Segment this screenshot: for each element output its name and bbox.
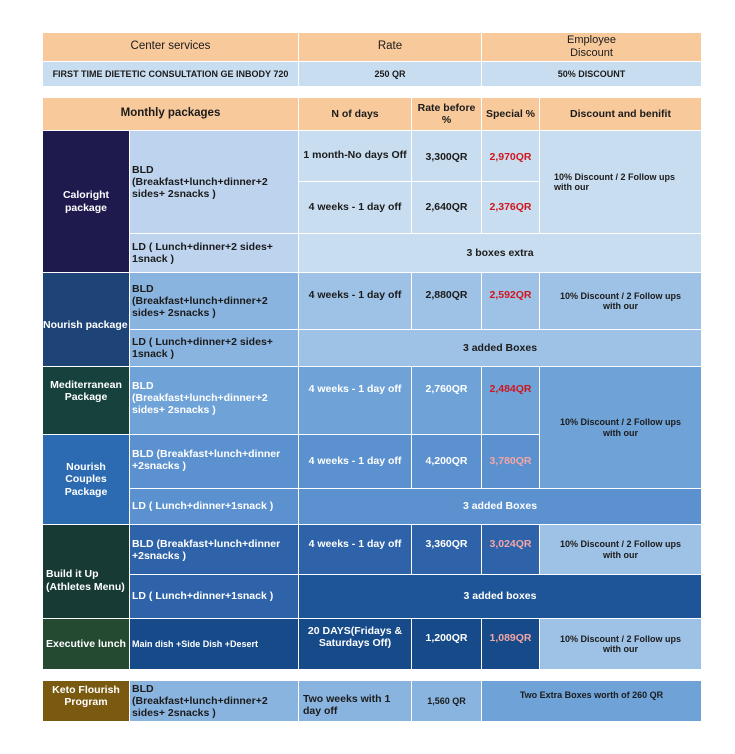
caloright-special-2: 2,376QR [482,182,540,234]
caloright-bld: BLD (Breakfast+lunch+dinner+2 sides+ 2snacks ) [130,131,299,234]
build-it-up-benefit: 10% Discount / 2 Follow ups with our [540,525,702,575]
executive-rate: 1,200QR [412,619,482,670]
nourish-bld: BLD (Breakfast+lunch+dinner+2 sides+ 2snacks ) [130,273,299,330]
keto-bld: BLD (Breakfast+lunch+dinner+2 sides+ 2snacks ) [130,681,299,722]
service-discount: 50% DISCOUNT [482,62,702,87]
build-it-up-bld: BLD (Breakfast+lunch+dinner +2snacks ) [130,525,299,575]
package-name-caloright: Caloright package [43,131,130,273]
header-employee-discount: Employee Discount [482,33,702,62]
executive-benefit: 10% Discount / 2 Follow ups with our [540,619,702,670]
nourish-benefit: 10% Discount / 2 Follow ups with our [540,273,702,330]
executive-meal: Main dish +Side Dish +Desert [130,619,299,670]
package-name-nourish: Nourish package [43,273,130,367]
header-n-of-days: N of days [299,98,412,131]
caloright-ld: LD ( Lunch+dinner+2 sides+ 1snack ) [130,234,299,273]
caloright-rate-2: 2,640QR [412,182,482,234]
build-it-up-days: 4 weeks - 1 day off [299,525,412,575]
couples-special: 3,780QR [482,435,540,489]
nourish-days: 4 weeks - 1 day off [299,273,412,330]
couples-ld: LD ( Lunch+dinner+1snack ) [130,489,299,525]
package-name-mediterranean: Mediterranean Package [43,367,130,435]
caloright-benefit: 10% Discount / 2 Follow ups with our [540,131,702,234]
package-name-executive: Executive lunch [43,619,130,670]
mediterranean-days: 4 weeks - 1 day off [299,367,412,435]
couples-days: 4 weeks - 1 day off [299,435,412,489]
build-it-up-special: 3,024QR [482,525,540,575]
caloright-special-1: 2,970QR [482,131,540,182]
couples-bld: BLD (Breakfast+lunch+dinner +2snacks ) [130,435,299,489]
keto-days: Two weeks with 1 day off [299,681,412,722]
mediterranean-special: 2,484QR [482,367,540,435]
nourish-rate: 2,880QR [412,273,482,330]
keto-name: Keto Flourish Program [43,681,130,722]
service-rate: 250 QR [299,62,482,87]
caloright-days-1: 1 month-No days Off [299,131,412,182]
header-special: Special % [482,98,540,131]
header-rate: Rate [299,33,482,62]
keto-rate: 1,560 QR [412,681,482,722]
mediterranean-benefit: 10% Discount / 2 Follow ups with our [540,367,702,489]
header-rate-before: Rate before % [412,98,482,131]
caloright-ld-extra: 3 boxes extra [299,234,702,273]
header-discount-benefit: Discount and benifit [540,98,702,131]
keto-benefit: Two Extra Boxes worth of 260 QR [482,681,702,722]
caloright-days-2: 4 weeks - 1 day off [299,182,412,234]
package-name-couples: Nourish Couples Package [43,435,130,525]
header-center-services: Center services [43,33,299,62]
service-name: FIRST TIME DIETETIC CONSULTATION GE INBODY 720 [43,62,299,87]
package-name-build-it-up: Build it Up (Athletes Menu) [43,525,130,619]
build-it-up-rate: 3,360QR [412,525,482,575]
executive-days: 20 DAYS(Fridays & Saturdays Off) [299,619,412,670]
build-it-up-ld: LD ( Lunch+dinner+1snack ) [130,575,299,619]
nourish-ld: LD ( Lunch+dinner+2 sides+ 1snack ) [130,330,299,367]
mediterranean-rate: 2,760QR [412,367,482,435]
mediterranean-bld: BLD (Breakfast+lunch+dinner+2 sides+ 2snacks ) [130,367,299,435]
executive-special: 1,089QR [482,619,540,670]
nourish-ld-extra: 3 added Boxes [299,330,702,367]
build-it-up-ld-extra: 3 added boxes [299,575,702,619]
nourish-special: 2,592QR [482,273,540,330]
couples-rate: 4,200QR [412,435,482,489]
caloright-rate-1: 3,300QR [412,131,482,182]
couples-ld-extra: 3 added Boxes [299,489,702,525]
header-monthly-packages: Monthly packages [43,98,299,131]
